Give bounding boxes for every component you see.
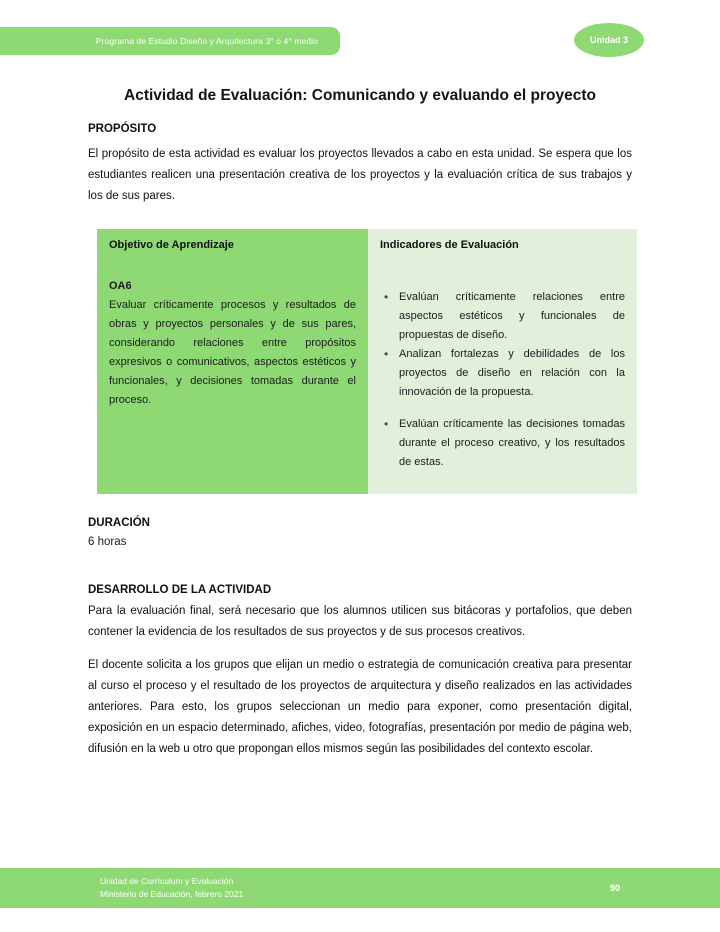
- desarrollo-section: [88, 583, 632, 760]
- desarrollo-heading: DESARROLLO DE LA ACTIVIDAD: [88, 584, 272, 596]
- objective-indicators-table: [97, 229, 637, 494]
- proposito-section: [88, 122, 632, 207]
- proposito-body: El propósito de esta actividad es evaluar los proyectos llevados a cabo en esta unidad. Se espera que los estudiantes realicen una presentación creativa de los proyectos y la evaluación crítica de sus trabajos y los de sus pares.: [88, 148, 632, 202]
- document-body: [88, 86, 632, 760]
- desarrollo-paragraph-1: Para la evaluación final, será necesario que los alumnos utilicen sus bitácoras y portafolios, que deben contener la evidencia de los resultados de sus proyectos y de sus procesos creativos.: [88, 605, 632, 638]
- indicators-list: [380, 288, 625, 472]
- indicator-item: • Evalúan críticamente las decisiones tomadas durante el proceso creativo, y los resultados de estas.: [380, 415, 625, 472]
- objective-column-header: Objetivo de Aprendizaje: [109, 239, 234, 251]
- unit-badge: [574, 23, 644, 57]
- program-header-tab: [0, 27, 340, 55]
- program-header-label: Programa de Estudio Diseño y Arquitectura 3° o 4° medio: [95, 36, 318, 46]
- duracion-section: [88, 516, 632, 552]
- footer-org-line1: Unidad de Currículum y Evaluación: [100, 876, 234, 886]
- duracion-value: 6 horas: [88, 536, 127, 548]
- proposito-heading: PROPÓSITO: [88, 123, 157, 135]
- unit-badge-label: Unidad 3: [589, 35, 628, 45]
- footer-bar: [0, 868, 720, 908]
- desarrollo-paragraph-2: El docente solicita a los grupos que elijan un medio o estrategia de comunicación creativa para presentar al curso el proceso y el resultado de los proyectos de arquitectura y diseño realizados en las actividades anteriores. Para esto, los grupos seleccionan un medio para exponer, como presentación digital, exposición en un espacio determinado, afiches, video, fotografías, presentación por medio de página web, difusión en la web u otro que propongan ellos mismos según las posibilidades del contexto escolar.: [88, 659, 632, 755]
- indicator-item: • Analizan fortalezas y debilidades de los proyectos de diseño en relación con la innovación de la propuesta.: [380, 345, 625, 402]
- indicators-column: [368, 229, 637, 494]
- page-title: Actividad de Evaluación: Comunicando y evaluando el proyecto: [124, 87, 596, 104]
- oa-text: Evaluar críticamente procesos y resultados de obras y proyectos personales y de sus pares, considerando relaciones entre propósitos expresivos o comunicativos, aspectos estéticos y funcionales, y decisiones tomadas durante el proceso.: [109, 299, 356, 406]
- indicators-column-header: Indicadores de Evaluación: [380, 239, 519, 251]
- footer-org: [100, 875, 243, 901]
- indicator-item: • Evalúan críticamente relaciones entre aspectos estéticos y funcionales de propuestas de diseño.: [380, 288, 625, 345]
- duracion-heading: DURACIÓN: [88, 517, 150, 529]
- footer-org-line2: Ministerio de Educación, febrero 2021: [100, 889, 244, 899]
- oa-code: OA6: [109, 280, 132, 292]
- page-number: 90: [609, 883, 620, 893]
- objective-column: [97, 229, 368, 494]
